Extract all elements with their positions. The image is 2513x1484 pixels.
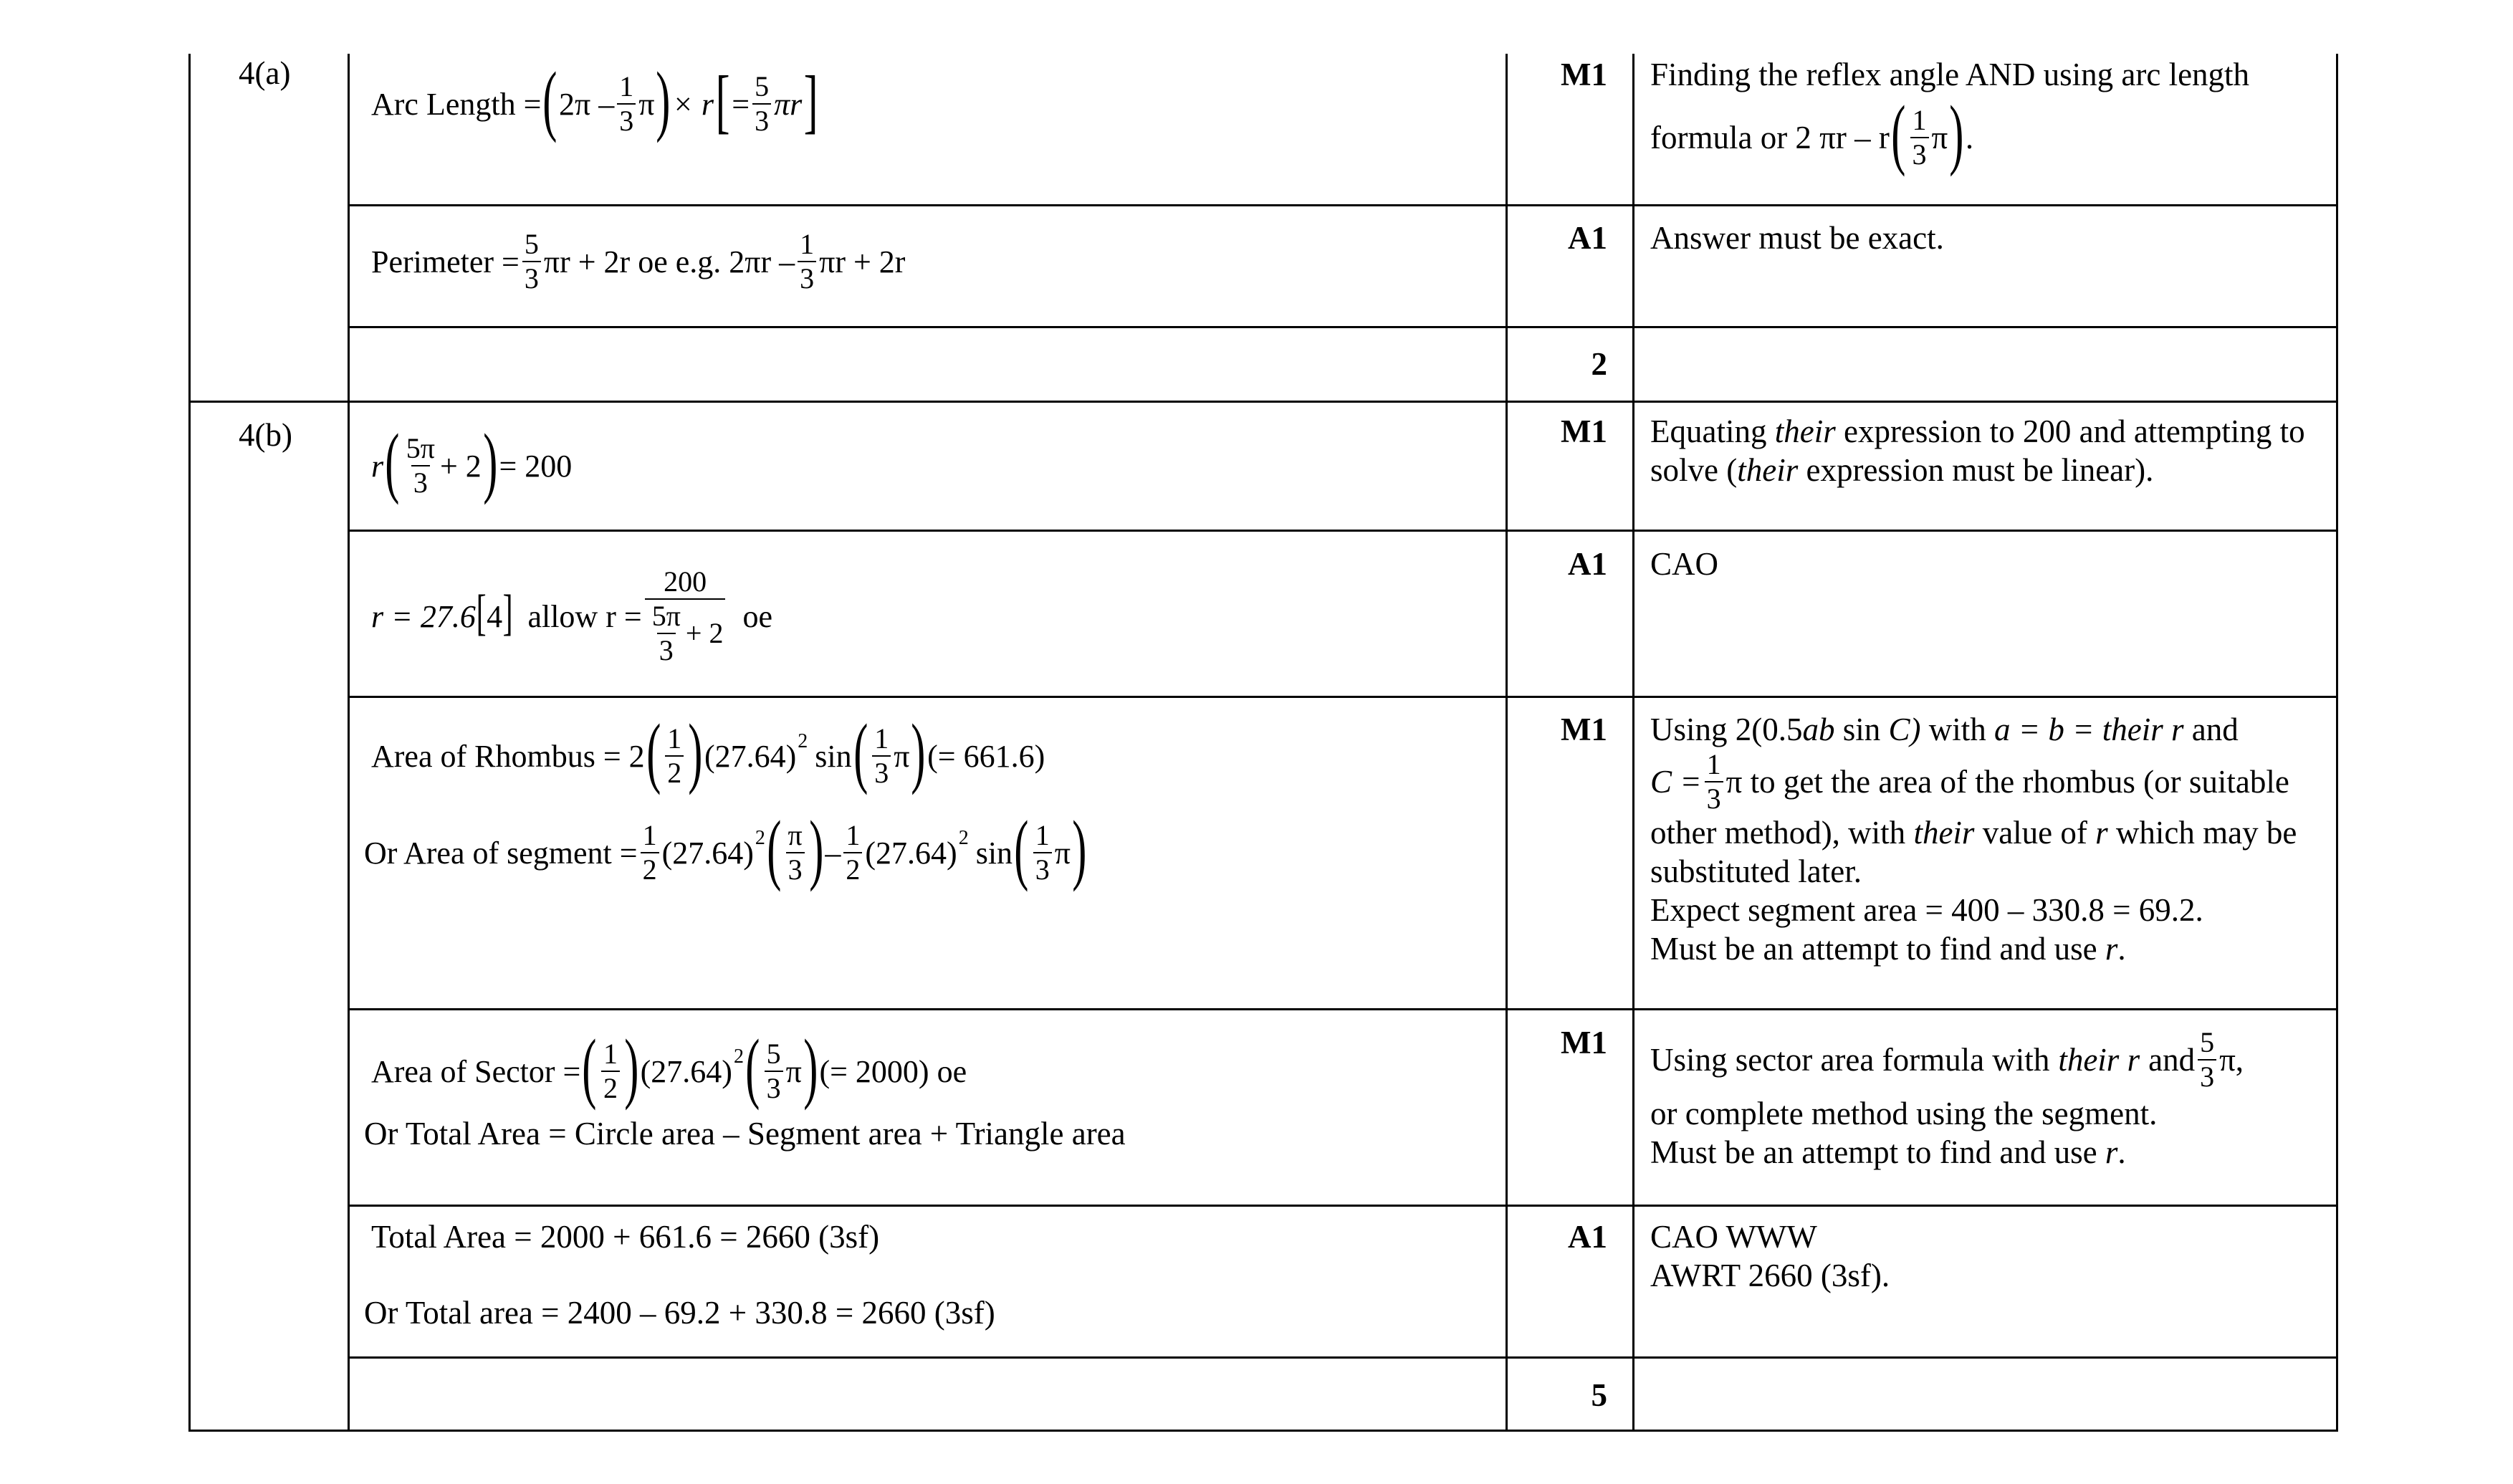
note-text: .	[1965, 120, 1974, 155]
denominator: 3	[411, 465, 430, 497]
note-line	[1650, 929, 2335, 968]
fraction	[798, 230, 816, 293]
rule	[348, 54, 350, 1432]
numerator: 1	[642, 819, 657, 851]
paren: (	[542, 56, 557, 143]
rule	[188, 401, 2338, 403]
note-line	[1650, 710, 2335, 749]
note-text: and	[2183, 712, 2239, 747]
guidance-note	[1650, 412, 2335, 489]
note-text: Using 2(0.5	[1650, 712, 1803, 747]
denominator: 3	[1910, 137, 1929, 169]
value: (27.64)	[661, 835, 754, 871]
denominator: 2	[665, 755, 684, 788]
note-line	[1650, 750, 2335, 813]
note-line: Expect segment area = 400 – 330.8 = 69.2.	[1650, 892, 2203, 928]
rule	[348, 1205, 2338, 1207]
note-text: π,	[2219, 1042, 2244, 1078]
note-text: .	[2117, 1134, 2126, 1170]
value: (27.64)	[865, 835, 957, 871]
denominator: 3	[1705, 781, 1723, 813]
total-area-line: Total Area = 2000 + 661.6 = 2660 (3sf)	[371, 1219, 880, 1255]
paren: (	[646, 708, 661, 795]
mark: M1	[1561, 712, 1607, 747]
note-text: other method), with	[1650, 815, 1914, 851]
note-text: Using sector area formula with	[1650, 1042, 2050, 1078]
numerator: 5	[524, 228, 539, 260]
note-line	[1650, 90, 2335, 177]
rhombus-lhs: Area of Rhombus = 2	[371, 738, 645, 774]
denominator: 3	[1033, 852, 1052, 884]
numerator: 1	[874, 722, 889, 755]
numerator: 1	[619, 70, 634, 102]
note-text: .	[2117, 931, 2126, 967]
paren: )	[624, 1023, 639, 1111]
value: (27.64)	[640, 1053, 732, 1089]
paren: (	[1891, 90, 1906, 177]
result: (= 661.6)	[927, 738, 1045, 774]
total-marks: 5	[1591, 1377, 1607, 1413]
guidance-note: CAO	[1650, 546, 1719, 582]
note-italic: r	[2105, 1134, 2118, 1170]
paren: )	[911, 708, 926, 795]
term: + 2	[439, 448, 482, 484]
r-value-expression	[371, 548, 772, 684]
rule	[348, 1356, 2338, 1359]
mark: A1	[1568, 1219, 1607, 1255]
note-italic: their r	[2058, 1042, 2140, 1078]
mark: A1	[1568, 220, 1607, 256]
arc-term: 2π –	[559, 86, 615, 122]
equals-200: = 200	[499, 448, 573, 484]
arc-length-expression	[371, 56, 820, 147]
paren: (	[1014, 805, 1029, 892]
paren: (	[745, 1023, 760, 1111]
mark: M1	[1561, 57, 1607, 92]
fraction	[765, 1040, 783, 1103]
denominator: 2	[641, 852, 659, 884]
mark: A1	[1568, 546, 1607, 582]
sector-expression	[371, 1023, 967, 1114]
numerator: 1	[800, 228, 815, 260]
note-italic: C)	[1888, 712, 1921, 747]
rule	[348, 696, 2338, 698]
rule	[348, 1008, 2338, 1010]
note-text: which may be	[2107, 815, 2297, 851]
denominator: 2	[601, 1071, 620, 1103]
pi: π	[785, 1053, 802, 1089]
bracket: [	[476, 585, 487, 641]
rule	[188, 54, 191, 1432]
note-italic: r	[2095, 815, 2108, 851]
question-label: 4(b)	[239, 417, 292, 453]
fraction	[404, 434, 437, 497]
result: (= 2000) oe	[819, 1053, 967, 1089]
numerator: 1	[603, 1038, 618, 1070]
note-line: substituted later.	[1650, 853, 1862, 889]
numerator: π	[788, 819, 803, 851]
denominator: 3	[765, 1071, 783, 1103]
exponent: 2	[755, 827, 765, 849]
numerator: 200	[664, 565, 707, 598]
numerator: 1	[1912, 104, 1927, 136]
perimeter-expression	[371, 222, 905, 301]
paren: )	[1949, 90, 1964, 177]
guidance-note	[1650, 55, 2335, 177]
pi: π	[894, 738, 910, 774]
note-text: sin	[1834, 712, 1889, 747]
paren: )	[483, 418, 498, 505]
rule	[348, 204, 2338, 206]
rule	[348, 326, 2338, 328]
total-area-alternative: Or Total area = 2400 – 69.2 + 330.8 = 2660 (3sf)	[364, 1295, 995, 1331]
fraction	[522, 230, 541, 293]
note-text: Must be an attempt to find and use	[1650, 931, 2105, 967]
var-r: r	[371, 448, 384, 484]
pi: π	[638, 86, 655, 122]
numerator: 5π	[651, 600, 681, 632]
fraction	[872, 724, 891, 788]
segment-expression	[364, 806, 1088, 899]
paren: )	[1072, 805, 1087, 892]
fraction	[1705, 750, 1723, 813]
denominator: 2	[843, 852, 862, 884]
pi: π	[1931, 120, 1948, 155]
note-italic: ab	[1802, 712, 1835, 747]
paren: )	[688, 708, 703, 795]
numerator: 1	[846, 819, 861, 851]
note-line	[1650, 1028, 2335, 1091]
fraction	[1910, 106, 1929, 169]
exponent: 2	[733, 1045, 744, 1068]
rule	[2336, 54, 2338, 1432]
rule	[1632, 54, 1634, 1432]
denominator	[645, 598, 726, 665]
paren: (	[582, 1023, 597, 1111]
note-text: formula or 2 πr – r	[1650, 120, 1890, 155]
sin: sin	[975, 835, 1013, 871]
sin: sin	[815, 738, 852, 774]
note-line: AWRT 2660 (3sf).	[1650, 1258, 1890, 1293]
denominator: 3	[798, 261, 816, 293]
mark: M1	[1561, 413, 1607, 449]
mark: M1	[1561, 1025, 1607, 1061]
note-text: expression must be linear).	[1798, 452, 2154, 488]
note-italic: their	[1913, 815, 1975, 851]
sector-alternative: Or Total Area = Circle area – Segment area + Triangle area	[364, 1116, 1126, 1152]
note-italic: r	[2105, 931, 2118, 967]
paren: )	[803, 1023, 818, 1111]
allow-text: allow r =	[527, 598, 642, 634]
denominator: 3	[872, 755, 891, 788]
paren: (	[767, 805, 782, 892]
numerator: 5	[755, 70, 770, 102]
bracket: ]	[502, 585, 513, 641]
exponent: 2	[798, 730, 808, 752]
pi-r: πr	[774, 86, 803, 122]
note-italic: C =	[1650, 764, 1702, 800]
fraction	[665, 724, 684, 788]
mark-scheme-table	[188, 54, 2338, 1432]
note-text: solve (	[1650, 452, 1738, 488]
denominator: 3	[786, 852, 805, 884]
note-line	[1650, 451, 2335, 489]
rule	[188, 1430, 2338, 1432]
bracket: ]	[803, 61, 818, 140]
note-text: with	[1920, 712, 1995, 747]
perimeter-lhs: Perimeter =	[371, 244, 520, 279]
numerator: 5	[766, 1038, 781, 1070]
note-line	[1650, 813, 2335, 852]
times-r: × r	[672, 86, 714, 122]
equation-expression	[371, 419, 572, 512]
note-text: π to get the area of the rhombus (or suitable	[1725, 764, 2289, 800]
fraction	[2198, 1028, 2216, 1091]
minus: –	[825, 835, 841, 871]
note-italic: their	[1774, 413, 1836, 449]
denominator: 3	[752, 103, 771, 135]
value: (27.64)	[704, 738, 797, 774]
note-italic: their	[1737, 452, 1799, 488]
denominator: 3	[617, 103, 636, 135]
note-line: or complete method using the segment.	[1650, 1096, 2158, 1131]
fraction	[843, 821, 862, 884]
fraction	[617, 72, 636, 135]
guidance-note	[1650, 710, 2335, 968]
note-line: CAO WWW	[1650, 1219, 1817, 1255]
pi: π	[1054, 835, 1071, 871]
total-marks: 2	[1591, 346, 1607, 382]
note-italic: a = b = their r	[1994, 712, 2184, 747]
fraction	[752, 72, 771, 135]
guidance-note	[1650, 1028, 2335, 1172]
fraction	[601, 1040, 620, 1103]
segment-lhs: Or Area of segment =	[364, 835, 638, 871]
note-line: Finding the reflex angle AND using arc length	[1650, 57, 2250, 92]
note-text: Equating	[1650, 413, 1775, 449]
numerator: 5	[2200, 1026, 2215, 1058]
note-text: Must be an attempt to find and use	[1650, 1134, 2105, 1170]
rule	[348, 530, 2338, 532]
r-value: r = 27.6	[371, 598, 476, 634]
fraction	[786, 821, 805, 884]
numerator: 1	[667, 722, 682, 755]
exponent: 2	[958, 827, 969, 849]
sector-lhs: Area of Sector =	[371, 1053, 581, 1089]
bracket: [	[715, 61, 730, 140]
note-text: and	[2148, 1042, 2196, 1078]
denominator: 3	[657, 633, 676, 665]
paren: )	[656, 56, 671, 143]
digit: 4	[487, 598, 503, 634]
note-line	[1650, 1133, 2335, 1172]
numerator: 5π	[406, 432, 435, 464]
oe: oe	[742, 598, 772, 634]
arc-lhs: Arc Length =	[371, 86, 542, 122]
term: + 2	[685, 617, 724, 649]
guidance-note: Answer must be exact.	[1650, 220, 1944, 256]
rhombus-expression	[371, 708, 1045, 799]
guidance-note	[1650, 1217, 2335, 1295]
fraction	[641, 821, 659, 884]
perimeter-term: πr + 2r	[819, 244, 906, 279]
question-label: 4(a)	[239, 55, 291, 91]
fraction	[650, 602, 683, 665]
numerator: 1	[1035, 819, 1050, 851]
note-line	[1650, 412, 2335, 451]
paren: (	[853, 708, 868, 795]
fraction	[1033, 821, 1052, 884]
paren: (	[385, 418, 400, 505]
note-text: value of	[1974, 815, 2096, 851]
fraction	[645, 565, 726, 666]
perimeter-term: πr + 2r oe e.g. 2πr –	[543, 244, 795, 279]
denominator: 3	[522, 261, 541, 293]
paren: )	[808, 805, 824, 892]
numerator: 1	[1706, 748, 1721, 780]
denominator: 3	[2198, 1059, 2216, 1091]
note-text: expression to 200 and attempting to	[1835, 413, 2305, 449]
equals: =	[732, 86, 750, 122]
